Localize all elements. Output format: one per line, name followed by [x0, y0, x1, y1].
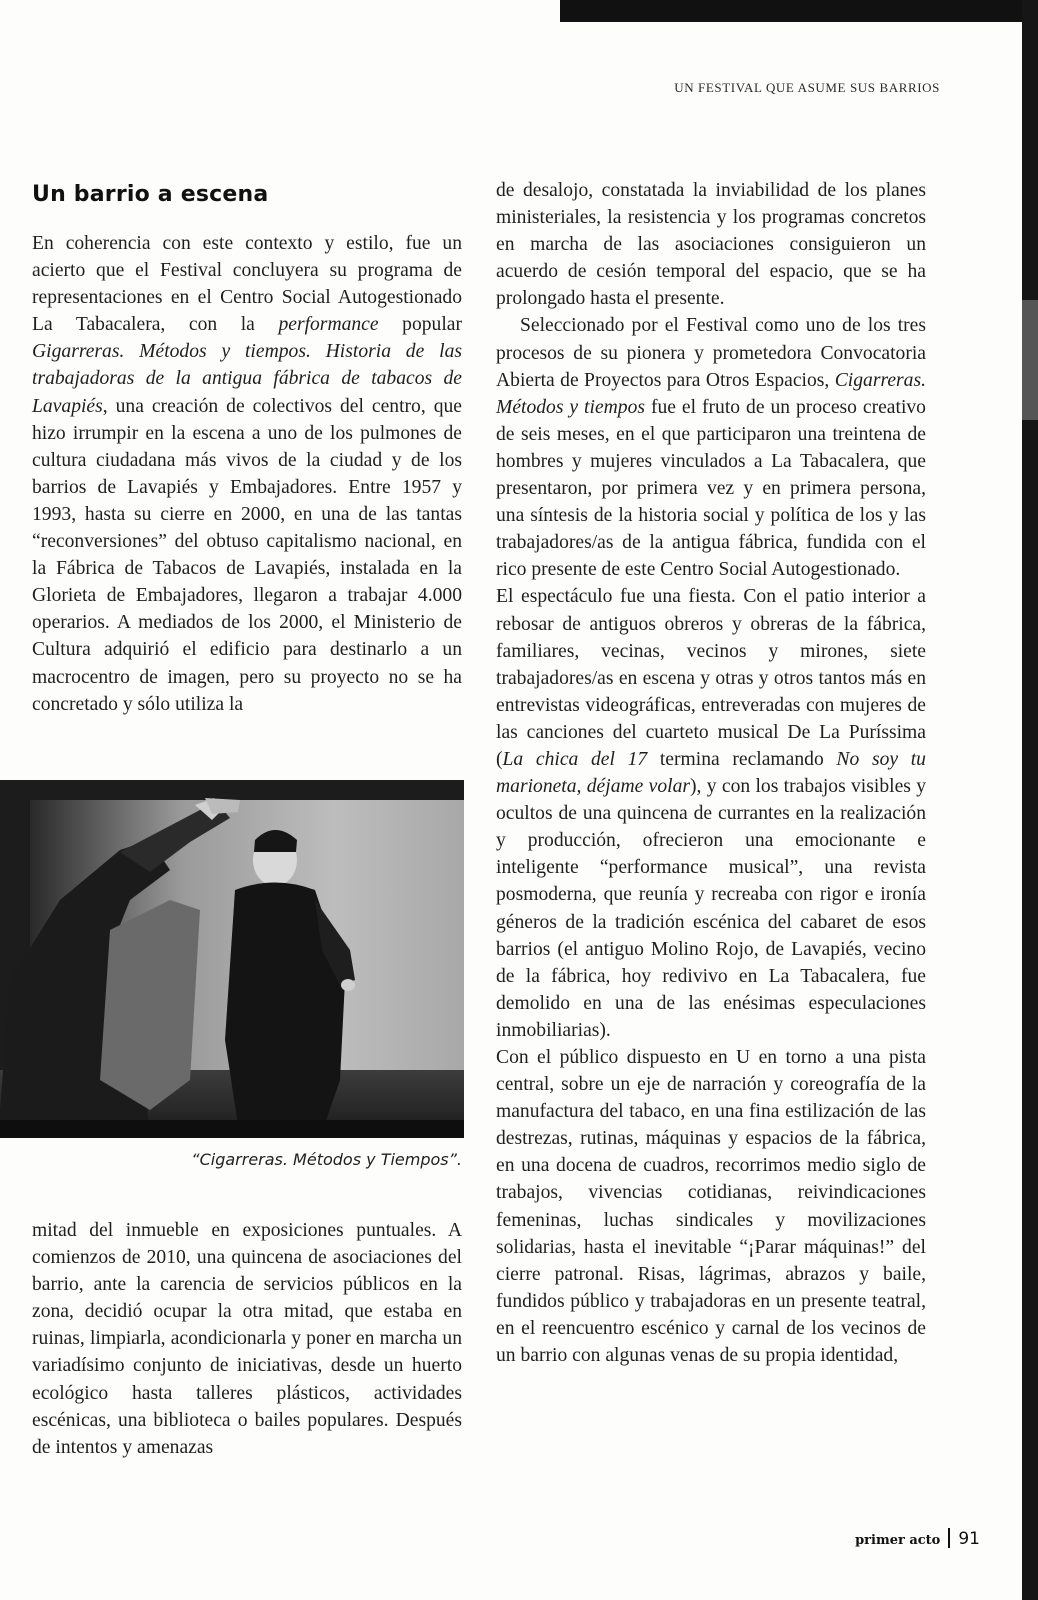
paragraph-right-1: de desalojo, constatada la inviabilidad de los planes ministeriales, la resistencia y los programas concretos en marcha de las asociaciones consiguieron un acuerdo de cesión temporal del espacio, que se ha prolongado hasta el presente. [496, 180, 926, 310]
running-head: UN FESTIVAL QUE ASUME SUS BARRIOS [674, 80, 940, 95]
page-edge-shadow [1022, 0, 1038, 1600]
footer-divider [948, 1528, 950, 1548]
italic-run: La chica del 17 [502, 748, 648, 770]
top-dark-bar [560, 0, 1038, 22]
italic-run: No soy tu marioneta, déjame volar [496, 748, 926, 798]
italic-run: performance [278, 314, 379, 336]
italic-run: Gigarreras. Métodos y tiempos. Historia de las trabajadoras de la antigua fábrica de tabacos de Lavapiés [32, 341, 462, 417]
left-column-bottom [32, 1217, 462, 1461]
paragraph-right-2 [496, 312, 926, 583]
text-run: En coherencia con este contexto y estilo, fue un acierto que el Festival concluyera su programa de representaciones en el Centro Social Autogestionado La Tabacalera, con la [32, 233, 462, 336]
left-column-top [32, 230, 462, 718]
paragraph-left-1 [32, 230, 462, 718]
text-run: Seleccionado por el Festival como uno de los tres procesos de su pionera y prometedora Convocatoria Abierta de Proyectos para Otros Espacios, [496, 315, 926, 391]
paragraph-right-3 [496, 583, 926, 1044]
paragraph-right-4: Con el público dispuesto en U en torno a una pista central, sobre un eje de narración y coreografía de la manufactura del tabaco, en una fina estilización de las destrezas, rutinas, máquinas y espacios de la fábrica, en una docena de cuadros, recorrimos medio siglo de trabajos, vivencias cotidianas, reivindicaciones femeninas, luchas sindicales y movilizaciones solidarias, hasta el inevitable “¡Parar máquinas!” del cierre patronal. Risas, lágrimas, abrazos y baile, fundidos público y trabajadoras en un presente teatral, en el reencuentro escénico y carnal de los vecinos de un barrio con algunas venas de su propia identidad, [496, 1047, 926, 1367]
italic-run: Cigarreras. Métodos y tiempos [496, 369, 926, 418]
magazine-name: primer acto [855, 1533, 941, 1548]
photo-caption: “Cigarreras. Métodos y Tiempos”. [191, 1150, 462, 1169]
text-run: , una creación de colectivos del centro, que hizo irrumpir en la escena a uno de los pulmones de cultura ciudadana más vivos de la ciudad y de los barrios de Lavapiés y Embajadores. Entre 1957 y 1993, hasta su cierre en 2000, en una de las tantas “reconversiones” del obtuso capitalismo nacional, en la Fábrica de Tabacos de Lavapiés, instalada en la Glorieta de Embajadores, llegaron a trabajar 4.000 operarios. A mediados de los 2000, el Ministerio de Cultura adquirió el edificio para destinarlo a un macrocentro de imagen, pero su proyecto no se ha concretado y sólo utiliza la [32, 395, 462, 715]
text-run: ), y con los trabajos visibles y ocultos de una quincena de currantes en la realización y producción, ofrecieron una emocionante e inteligente “performance musical”, una revista posmoderna, que reunía y recreaba con rigor e ironía géneros de la tradición escénica del cabaret de esos barrios (el antiguo Molino Rojo, de Lavapiés, vecino de la fábrica, hoy redivivo en La Tabacalera, fue demolido en una de las enésimas especulaciones inmobiliarias). [496, 776, 926, 1041]
text-run: fue el fruto de un proceso creativo de seis meses, en el que participaron una treintena de hombres y mujeres vinculados a La Tabacalera, que presentaron, por primera vez y en primera persona, una síntesis de la historia social y política de los y las trabajadores/as de la antigua fábrica, fundida con el rico presente de este Centro Social Autogestionado. [496, 396, 926, 581]
text-run: termina reclamando [647, 748, 837, 770]
section-heading: Un barrio a escena [32, 182, 269, 207]
page-footer [820, 1528, 980, 1549]
paragraph-left-2: mitad del inmueble en exposiciones puntuales. A comienzos de 2010, una quincena de asociaciones del barrio, ante la carencia de servicios públicos en la zona, decidió ocupar la otra mitad, que estaba en ruinas, limpiarla, acondicionarla y poner en marcha un variadísimo conjunto de iniciativas, desde un huerto ecológico hasta talleres plásticos, actividades escénicas, una biblioteca o bailes populares. Después de intentos y amenazas [32, 1220, 462, 1458]
page-number: 91 [958, 1529, 980, 1549]
text-run: popular [378, 314, 462, 336]
text-run: El espectáculo fue una fiesta. Con el patio interior a rebosar de antiguos obreros y obreras de la fábrica, familiares, vecinas, vecinos y mirones, siete trabajadores/as en escena y otras y otros tantos más en entrevistas videográficas, entreveradas con mujeres de las canciones del cuarteto musical De La Puríssima ( [496, 586, 926, 770]
right-column [496, 177, 926, 1369]
stage-photo [0, 780, 464, 1138]
edge-notch [1022, 300, 1038, 420]
